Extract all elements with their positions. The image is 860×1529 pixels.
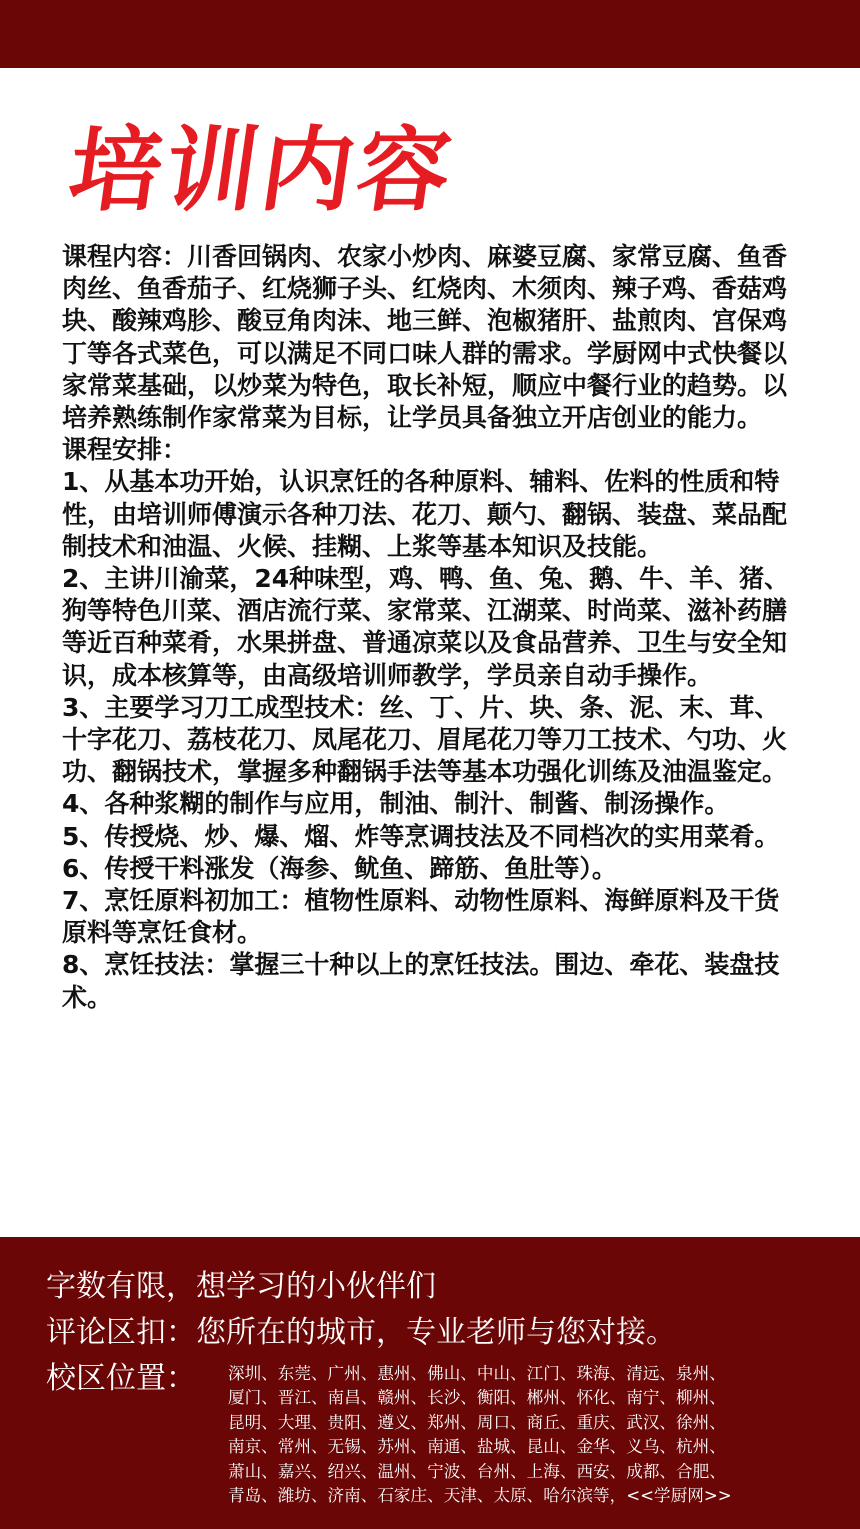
main-content-area: [0, 68, 860, 1237]
city-row: 昆明、大理、贵阳、遵义、郑州、周口、商丘、重庆、武汉、徐州、: [228, 1412, 726, 1432]
schedule-item-5: 5、传授烧、炒、爆、熘、炸等烹调技法及不同档次的实用菜肴。: [62, 821, 780, 851]
footer-line-1: 字数有限，想学习的小伙伴们: [46, 1269, 436, 1304]
city-row: 南京、常州、无锡、苏州、南通、盐城、昆山、金华、义乌、杭州、: [228, 1437, 726, 1457]
schedule-item-8: 8、烹饪技法：掌握三十种以上的烹饪技法。围边、牵花、装盘技术。: [62, 950, 780, 1012]
top-banner: [0, 0, 860, 68]
footer-banner: [0, 1237, 860, 1529]
course-intro: 课程内容：川香回锅肉、农家小炒肉、麻婆豆腐、家常豆腐、鱼香肉丝、鱼香茄子、红烧狮子头、红烧肉、木须肉、辣子鸡、香菇鸡块、酸辣鸡胗、酸豆角肉沫、地三鲜、泡椒猪肝、盐煎肉、宫保鸡丁等各式菜色，可以满足不同口味人群的需求。学厨网中式快餐以家常菜基础，以炒菜为特色，取长补短，顺应中餐行业的趋势。以培养熟练制作家常菜为目标，让学员具备独立开店创业的能力。: [62, 242, 788, 433]
schedule-item-6: 6、传授干料涨发（海参、鱿鱼、蹄筋、鱼肚等）。: [62, 853, 617, 883]
schedule-heading: 课程安排：: [62, 435, 188, 465]
city-row: 萧山、嘉兴、绍兴、温州、宁波、台州、上海、西安、成都、合肥、: [228, 1461, 726, 1481]
page-title: 培训内容: [62, 117, 462, 224]
city-row: 深圳、东莞、广州、惠州、佛山、中山、江门、珠海、清远、泉州、: [228, 1364, 726, 1383]
footer-line-2: 评论区扣：您所在的城市，专业老师与您对接。: [46, 1315, 676, 1350]
schedule-item-7: 7、烹饪原料初加工：植物性原料、动物性原料、海鲜原料及干货原料等烹饪食材。: [62, 886, 780, 948]
city-row: 青岛、潍坊、济南、石家庄、天津、太原、哈尔滨等，<<学厨网>>: [228, 1486, 732, 1506]
schedule-item-2: 2、主讲川渝菜，24种味型，鸡、鸭、鱼、兔、鹅、牛、羊、猪、狗等特色川菜、酒店流行菜、家常菜、江湖菜、时尚菜、滋补药膳等近百种菜肴，水果拼盘、普通凉菜以及食品营养、卫生与安全知识，成本核算等，由高级培训师教学，学员亲自动手操作。: [62, 564, 790, 690]
course-content: [62, 241, 802, 1014]
schedule-item-3: 3、主要学习刀工成型技术：丝、丁、片、块、条、泥、末、茸、十字花刀、荔枝花刀、凤尾花刀、眉尾花刀等刀工技术、勺功、火功、翻锅技术，掌握多种翻锅手法等基本功强化训练及油温鉴定。: [62, 692, 788, 787]
city-row: 厦门、晋江、南昌、赣州、长沙、衡阳、郴州、怀化、南宁、柳州、: [228, 1388, 726, 1408]
campus-label: 校区位置：: [46, 1361, 196, 1396]
schedule-item-4: 4、各种浆糊的制作与应用，制油、制汁、制酱、制汤操作。: [62, 789, 730, 819]
campus-city-list: [228, 1362, 828, 1508]
schedule-item-1: 1、从基本功开始，认识烹饪的各种原料、辅料、佐料的性质和特性，由培训师傅演示各种刀法、花刀、颠勺、翻锅、装盘、菜品配制技术和油温、火候、挂糊、上浆等基本知识及技能。: [62, 467, 788, 561]
